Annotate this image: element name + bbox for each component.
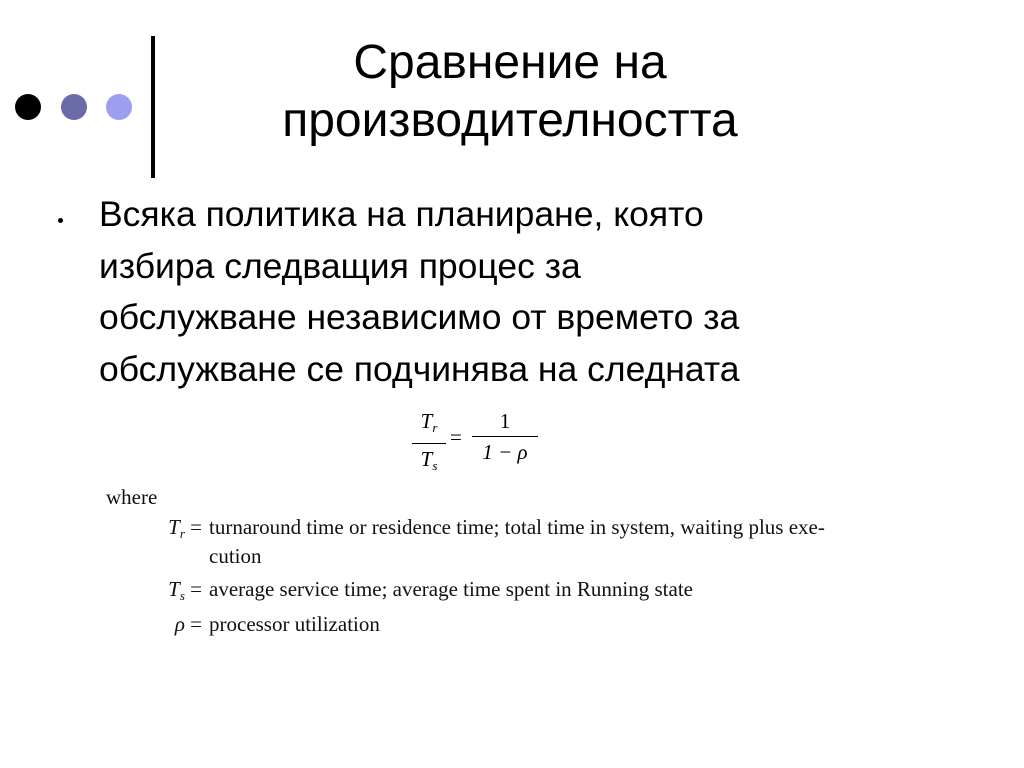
equals: = xyxy=(190,577,202,601)
definition-line: processor utilization xyxy=(209,612,380,636)
definition-text xyxy=(209,513,949,571)
slide-title xyxy=(160,34,860,150)
definition-text xyxy=(209,610,949,639)
formula-equals: = xyxy=(450,425,462,449)
subscript: s xyxy=(179,588,185,603)
formula-rhs-numerator: 1 xyxy=(499,409,511,433)
formula-rhs-denominator: 1 − ρ xyxy=(482,440,528,464)
fraction-bar xyxy=(472,436,538,437)
formula-rhs-fraction xyxy=(472,408,538,465)
formula xyxy=(410,408,540,472)
fraction-bar xyxy=(412,443,446,444)
subscript: s xyxy=(432,458,438,473)
equals: = xyxy=(190,515,202,539)
subscript: r xyxy=(179,526,185,541)
symbol: T xyxy=(420,409,433,433)
bullet-line: обслужване независимо от времето за xyxy=(99,297,740,337)
symbol: T xyxy=(420,447,433,471)
slide-title-line-2: производителността xyxy=(282,94,738,147)
definition-line: turnaround time or residence time; total time in system, waiting plus exe- xyxy=(209,515,825,539)
bullet-text xyxy=(99,189,969,395)
slide-title-line-1: Сравнение на xyxy=(353,36,667,89)
formula-lhs-denominator xyxy=(412,446,446,479)
definition-line: cution xyxy=(209,544,262,568)
black-dot-icon xyxy=(15,94,41,120)
symbol: T xyxy=(168,515,180,539)
bullet-icon xyxy=(58,218,63,223)
symbol: T xyxy=(168,577,180,601)
symbol: ρ xyxy=(174,612,185,636)
title-divider-line xyxy=(151,36,155,178)
decorative-dots xyxy=(15,94,135,122)
dark-purple-dot-icon xyxy=(61,94,87,120)
bullet-line: обслужване се подчинява на следната xyxy=(99,348,740,389)
equals: = xyxy=(190,612,202,636)
where-label: where xyxy=(106,485,158,509)
definition-symbol xyxy=(158,610,202,645)
definition-line: average service time; average time spent in Running state xyxy=(209,577,693,601)
formula-lhs-fraction xyxy=(412,408,446,479)
definition-text xyxy=(209,575,949,604)
light-purple-dot-icon xyxy=(106,94,132,120)
bullet-line: Всяка политика на планиране, която xyxy=(99,194,704,234)
bullet-line: избира следващия процес за xyxy=(99,245,581,286)
definition-symbol xyxy=(158,513,202,548)
definition-symbol xyxy=(158,575,202,610)
subscript: r xyxy=(432,420,438,435)
formula-lhs-numerator xyxy=(412,408,446,441)
